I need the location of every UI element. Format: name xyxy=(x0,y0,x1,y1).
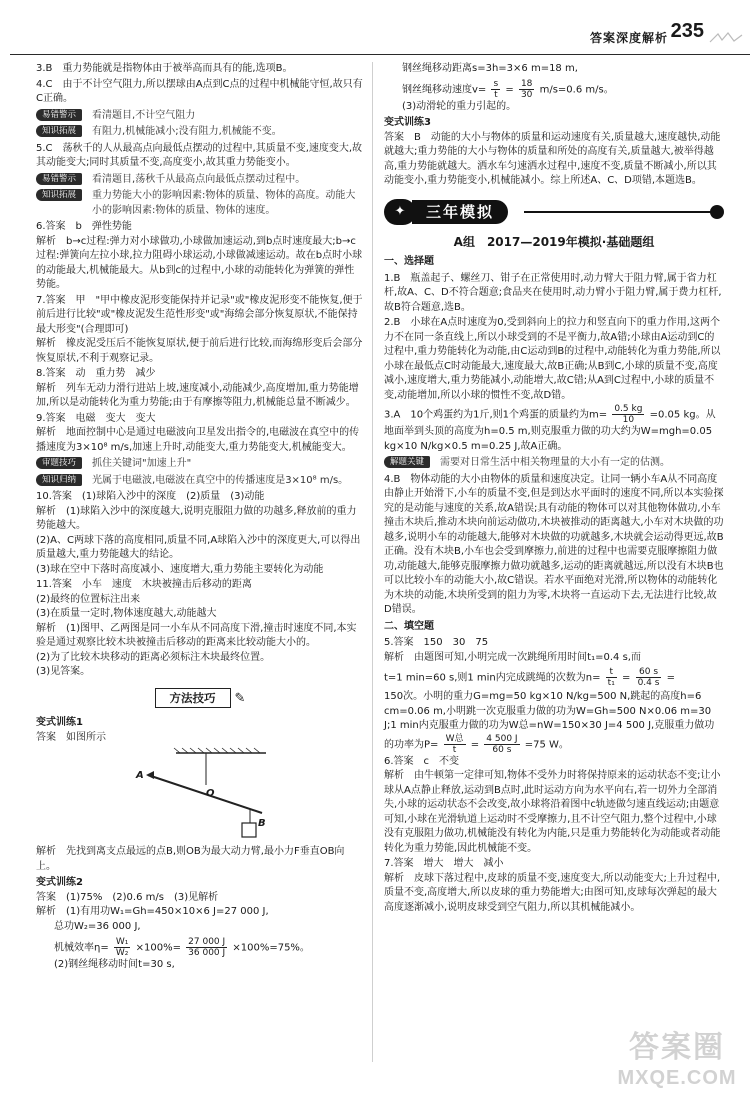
answer-q4 xyxy=(36,78,364,107)
tip-text: 抓住关键词"加速上升" xyxy=(92,458,192,469)
variant1-answer: 答案 如图所示 xyxy=(36,731,106,743)
answer-text: 3.B 重力势能就是指物体由于被举高而具有的能,选项B。 xyxy=(36,63,293,74)
tip-badge: 审题技巧 xyxy=(36,457,82,469)
fraction-numerator: 4 500 J xyxy=(486,733,518,744)
runner-icon: ✦ xyxy=(384,199,416,225)
point-label-a: A xyxy=(136,770,144,781)
fraction-numerator: W₁ xyxy=(115,937,129,947)
tip-badge: 知识归纳 xyxy=(36,474,82,486)
fraction xyxy=(636,667,662,688)
header-rule xyxy=(10,54,750,55)
watermark-top: 答案圈 xyxy=(629,1031,725,1064)
answer-text: 9.答案 电磁 变大 变大 解析 地面控制中心是通过电磁波向卫星发出指令的,电磁波在真空中的传播速度为3×10⁸ m/s,加速上升时,动能变大,重力势能变大,机械能变大。 xyxy=(36,412,360,453)
section-banner-label: 三年模拟 xyxy=(412,200,508,224)
fraction xyxy=(186,937,227,958)
answer-text: 11.答案 小车 速度 木块被撞击后移动的距离 (2)最终的位置标注出来 (3)在质量一定时,物体速度越大,动能越大 解析 (1)图甲、乙两图是同一小车从不同高度下滑,撞击时速度不同,本实验是通过观察比较木块被撞击后移动的距离来比较动能大小的。 (2)为了比较木块移动的距离必须标注木块最终位置。 (3)见答案。 xyxy=(36,579,357,677)
variant3-heading: 变式训练3 xyxy=(384,117,431,128)
point-label-b: B xyxy=(258,818,266,829)
answer-q5-answer: 5.答案 150 30 75 xyxy=(384,637,489,648)
tip-text: 重力势能大小的影响因素:物体的质量、物体的高度。动能大小的影响因素:物体的质量、物体的速度。 xyxy=(92,190,356,216)
answer-q6 xyxy=(36,220,364,293)
fraction xyxy=(612,404,644,425)
banner-line xyxy=(524,211,714,213)
tip-text: 有阻力,机械能减小;没有阻力,机械能不变。 xyxy=(92,126,282,137)
formula-text: =0.05 kg。从地面举到头顶的高度为h=0.5 m,则克服重力做的功大约为W=mgh=0.05 kg×10 N/kg×0.5 m=0.25 J,故A正确。 xyxy=(384,409,716,452)
tip-callout xyxy=(36,109,364,124)
answer-q5 xyxy=(36,142,364,171)
answer-text: 1.B 瓶盖起子、螺丝刀、钳子在正常使用时,动力臂大于阻力臂,属于省力杠杆,故A、C、D不符合题意;食品夹在使用时,动力臂小于阻力臂,属于费力杠杆,故B符合题意,选B。 xyxy=(384,272,722,313)
variant2-answer: 答案 (1)75% (2)0.6 m/s (3)见解析 xyxy=(36,891,219,903)
answer-q4 xyxy=(384,473,724,618)
answer-text: 6.答案 b 弹性势能 解析 b→c过程:弹力对小球做功,小球做加速运动,到b点时速度最大;b→c过程:弹簧向左拉小球,拉力阻碍小球运动,小球做减速运动。故在b点时小球的动能最大,机械能最大。从b到c的过程中,小球的动能转化为弹簧的弹性势能。 xyxy=(36,221,363,290)
tip-callout xyxy=(36,125,364,140)
fraction-numerator: t xyxy=(606,667,617,678)
fraction xyxy=(114,937,131,958)
fraction-numerator: W总 xyxy=(445,733,464,744)
answer-q5-line2 xyxy=(384,667,724,688)
tip-text: 看清题目,不计空气阻力 xyxy=(92,109,196,121)
tip-badge: 知识拓展 xyxy=(36,189,82,201)
formula-text: 3.A 10个鸡蛋约为1斤,则1个鸡蛋的质量约为m= xyxy=(384,409,608,421)
formula-text: = xyxy=(622,672,631,684)
tip-callout xyxy=(36,173,364,188)
fraction-numerator: 27 000 J xyxy=(188,937,226,947)
fraction xyxy=(519,79,534,100)
answer-text: 6.答案 c 不变 解析 由牛顿第一定律可知,物体不受外力时将保持原来的运动状态不变;让小球从A点静止释放,运动到B点时,此时运动方向为水平向右,若一切外力全部消失,小球的运动状态不会改变,故小球将沿着图中c轨迹做匀速直线运动;由题意可知,小球在光滑轨道上运动时不受摩擦力,且不计空气阻力,整个过程中,小球没有克服阻力做功,机械能没有转化为内能,只是重力势能转化为动能或者动能转化为重力势能,因此机械能不变。 xyxy=(384,755,721,854)
answer-q2 xyxy=(384,316,724,403)
formula-text: ×100%= xyxy=(135,942,181,954)
fraction-denominator: 0.4 s xyxy=(637,678,660,688)
answer-text: 7.答案 增大 增大 减小 解析 皮球下落过程中,皮球的质量不变,速度变大,所以动能变大;上升过程中,质量不变,高度增大,所以皮球的重力势能增大;由图可知,皮球每次弹起的最大高度逐渐减小,说明皮球受到空气阻力,所以其机械能减小。 xyxy=(384,858,721,913)
tip-badge: 知识拓展 xyxy=(36,125,82,137)
cable-speed-line xyxy=(384,79,724,100)
answer-q5-rest xyxy=(384,690,724,755)
answer-text: 10.答案 (1)球陷入沙中的深度 (2)质量 (3)动能 解析 (1)球陷入沙中的深度越大,说明克服阻力做的功越多,释放前的重力势能越大。 (2)A、C两球下落的高度相同,质量不同,A球陷入沙中的深度更大,可以得出质量越大,重力势能越大的结论。 (3)球在空中下落时高度减小、速度增大,重力势能主要转化为动能 xyxy=(36,491,361,575)
fraction-numerator: s xyxy=(493,78,499,89)
section-banner xyxy=(384,199,724,229)
formula-text: 钢丝绳移动速度v= xyxy=(402,84,487,95)
formula-text: 机械效率η= xyxy=(54,942,109,954)
answer-q7 xyxy=(384,857,724,915)
variant3-body xyxy=(384,131,724,189)
fraction-denominator: t xyxy=(452,744,457,755)
efficiency-formula xyxy=(36,937,364,958)
tip-badge: 解题关键 xyxy=(384,456,430,468)
right-column xyxy=(384,62,724,916)
column-divider xyxy=(372,62,373,1062)
answer-text: 4.B 物体动能的大小由物体的质量和速度决定。让同一辆小车A从不同高度由静止开始滑下,小车的质量不变,但是到达水平面时的速度不同,所以本实验探究的是动能与速度的关系,故A错误;具有动能的物体可以对其他物体做功,小车撞击木块后,推动木块向前运动做功,木块被推动的距离越大,小车对木块做的功越多,说明小车的动能越大,能够对木块做的功就越多,木块就会运动得更远,故B正确。没有木块B,小车也会受到摩擦力,前进的过程中也需要克服摩擦阻力做功,动能越大,能够克服摩擦力做功就越多,运动的距离就越远,所以没有木块B也可以比较小车的动能大小,故C错误。若水平面绝对光滑,所以物体的动能转化为木块的动能,木块所受到的阻力为零,木块将一直运动下去,无法进行比较,故D错误。 xyxy=(384,473,724,615)
formula-text: 150次。小明的重力G=mg=50 kg×10 N/kg=500 N,跳起的高度h=6 cm=0.06 m,小明跳一次克服重力做的功为W=Gh=500 N×0.06 m=30 J;1 min内克服重力做的功为W总=nW=150×30 J=4 500 J,克服重力做功的功率为P= xyxy=(384,691,715,750)
formula-text: =75 W。 xyxy=(524,739,569,750)
answer-q11 xyxy=(36,578,364,680)
answer-text: 4.C 由于不计空气阻力,所以摆球由A点到C点的过程中机械能守恒,故只有C正确。 xyxy=(36,78,363,104)
fraction xyxy=(484,734,519,755)
cable-distance-line: 钢丝绳移动距离s=3h=3×6 m=18 m, xyxy=(402,63,578,74)
variant2-heading: 变式训练2 xyxy=(36,877,83,888)
section-title-choice: 一、选择题 xyxy=(384,256,434,267)
tip-callout xyxy=(36,457,364,472)
tip-text: 看清题目,荡秋千从最高点向最低点摆动过程中。 xyxy=(92,173,306,185)
answer-text: 2.B 小球在A点时速度为0,受到斜向上的拉力和竖直向下的重力作用,这两个力不在同一条直线上,所以小球受到的不是平衡力,故A错;小球由A运动到C的过程中,重力势能转化为动能,由C运动到B的过程中,动能转化为重力势能,所以小球在最低点C时动能最大,速度最大,故B正确;从B到C,小球的质量不变,高度减小,速度增大,重力势能减小,动能增大,故C错;从A到C过程中,小球的质量不变,动能增加,所以小球的惯性不变,故D错。 xyxy=(384,317,721,401)
methods-banner xyxy=(36,688,364,709)
tip-text: 光属于电磁波,电磁波在真空中的传播速度是3×10⁸ m/s。 xyxy=(92,474,349,486)
tip-callout xyxy=(384,456,724,471)
formula-text: = xyxy=(666,672,676,684)
fraction-denominator: 60 s xyxy=(492,744,512,755)
variant2-analysis-1: 解析 (1)有用功W₁=Gh=450×10×6 J=27 000 J, xyxy=(36,906,269,917)
tip-callout xyxy=(36,189,364,218)
fraction xyxy=(606,667,617,688)
tip-callout xyxy=(36,474,364,489)
answer-q8 xyxy=(36,367,364,411)
pulley-note: (3)动滑轮的重力引起的。 xyxy=(402,100,517,112)
watermark-bottom: MXQE.COM xyxy=(617,1067,737,1089)
fraction-denominator: 36 000 J xyxy=(188,948,226,958)
answer-text: 8.答案 动 重力势 减少 解析 列车无动力滑行进站上坡,速度减小,动能减少,高度增加,重力势能增加,所以是动能转化为重力势能;由于有摩擦等阻力,机械能总量不断减少。 xyxy=(36,368,359,408)
fraction-denominator: W₂ xyxy=(115,948,129,958)
header-decoration-icon xyxy=(708,30,744,46)
page-number: 235 xyxy=(670,20,704,42)
group-title: A组 2017—2019年模拟·基础题组 xyxy=(453,234,655,249)
fraction-denominator: 30 xyxy=(520,89,533,100)
banner-dot xyxy=(710,205,724,219)
answer-text: 7.答案 甲 "甲中橡皮泥形变能保持并记录"或"橡皮泥形变不能恢复,便于前后进行比较"或"橡皮泥发生范性形变"或"海绵会部分恢复原状,不能保持最大形变"(合理即可) 解析 橡皮泥受压后不能恢复原状,便于前后进行比较,而海绵形变后会部分恢复原状,不利于观察记录。 xyxy=(36,294,363,364)
tip-badge: 易错警示 xyxy=(36,173,82,185)
answer-q1 xyxy=(384,272,724,316)
fraction-denominator: t xyxy=(494,89,498,100)
fraction-denominator: t₁ xyxy=(607,678,615,688)
variant1-heading: 变式训练1 xyxy=(36,717,83,728)
variant1-analysis: 解析 先找到离支点最远的点B,则OB为最大动力臂,最小力F垂直OB向上。 xyxy=(36,846,345,872)
answer-q10 xyxy=(36,490,364,577)
fraction xyxy=(444,734,466,755)
variant2-analysis-3: (2)钢丝绳移动时间t=30 s, xyxy=(54,959,175,970)
fraction xyxy=(491,79,500,100)
lever-diagram xyxy=(36,747,364,843)
pencil-icon: ✎ xyxy=(234,690,246,706)
answer-q5-line1: 解析 由题图可知,小明完成一次跳绳所用时间t₁=0.4 s,而 xyxy=(384,651,641,663)
fraction-numerator: 18 xyxy=(520,78,533,89)
methods-label: 方法技巧 xyxy=(155,688,231,709)
header-title: 答案深度解析 xyxy=(589,31,668,45)
fraction-numerator: 60 s xyxy=(636,667,662,678)
answer-text: 5.C 荡秋千的人从最高点向最低点摆动的过程中,其质量不变,速度变大,故其动能变大;同时其质量不变,高度变小,故其重力势能变小。 xyxy=(36,142,363,168)
formula-text: m/s=0.6 m/s。 xyxy=(539,84,614,95)
variant2-analysis-2: 总功W₂=36 000 J, xyxy=(54,920,141,932)
answer-q3 xyxy=(36,62,364,77)
fraction-numerator: 0.5 kg xyxy=(614,404,643,414)
tip-badge: 易错警示 xyxy=(36,109,82,121)
section-title-fill: 二、填空题 xyxy=(384,620,434,632)
formula-text: = xyxy=(505,84,514,95)
page-header xyxy=(0,0,750,56)
answer-q7 xyxy=(36,294,364,367)
answer-q9 xyxy=(36,412,364,456)
formula-text: = xyxy=(470,739,480,750)
tip-text: 需要对日常生活中相关物理量的大小有一定的估测。 xyxy=(440,457,671,468)
point-label-o: O xyxy=(206,788,215,799)
formula-text: t=1 min=60 s,则1 min内完成跳绳的次数为n= xyxy=(384,672,601,684)
answer-q3 xyxy=(384,404,724,454)
answer-q6 xyxy=(384,755,724,857)
watermark-logo xyxy=(610,1030,744,1098)
fraction-denominator: 10 xyxy=(622,415,635,425)
answer-text: 答案 B 动能的大小与物体的质量和运动速度有关,质量越大,速度越快,动能就越大;重力势能的大小与物体的质量和所处的高度有关,质量越大,被举得越高,重力势能就越大。洒水车匀速洒水过程中,速度不变,质量不断减小,所以其动能变小,重力势能变小,机械能减小。综上所述A、C、D项错,本题选B。 xyxy=(384,131,721,186)
left-column xyxy=(36,62,364,973)
formula-text: ×100%=75%。 xyxy=(232,942,310,954)
